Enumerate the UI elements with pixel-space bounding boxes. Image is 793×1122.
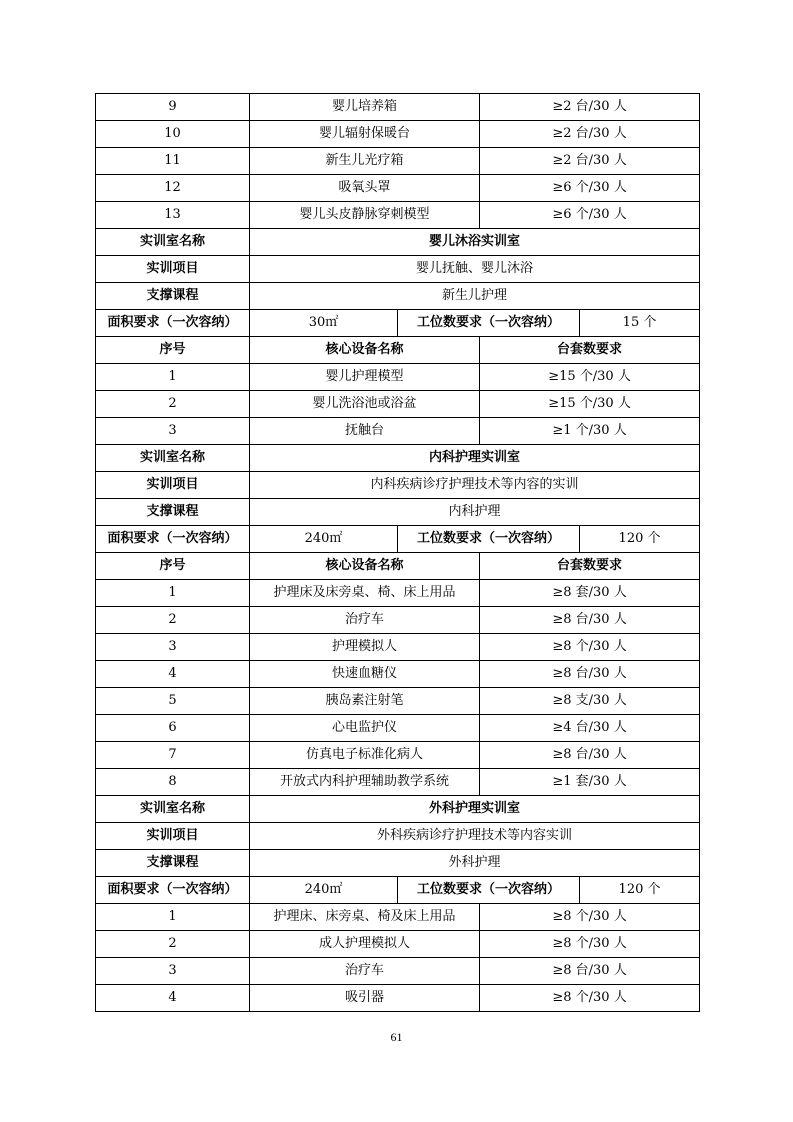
room-name-row: 实训室名称 婴儿沐浴实训室: [96, 229, 700, 256]
table-row: 10 婴儿辐射保暖台 ≥2 台/30 人: [96, 121, 700, 148]
table-row: 1 护理床及床旁桌、椅、床上用品 ≥8 套/30 人: [96, 580, 700, 607]
table-row: 2 治疗车 ≥8 台/30 人: [96, 607, 700, 634]
room-project-row: 实训项目 婴儿抚触、婴儿沐浴: [96, 256, 700, 283]
room-name-row: 实训室名称 内科护理实训室: [96, 445, 700, 472]
room-course-row: 支撑课程 新生儿护理: [96, 283, 700, 310]
table-row: 2 成人护理模拟人 ≥8 个/30 人: [96, 931, 700, 958]
room-area-row: 面积要求（一次容纳） 30㎡ 工位数要求（一次容纳） 15 个: [96, 310, 700, 337]
room-area-row: 面积要求（一次容纳） 240㎡ 工位数要求（一次容纳） 120 个: [96, 877, 700, 904]
table-row: 11 新生儿光疗箱 ≥2 台/30 人: [96, 148, 700, 175]
table-row: 1 婴儿护理模型 ≥15 个/30 人: [96, 364, 700, 391]
table-row: 9 婴儿培养箱 ≥2 台/30 人: [96, 94, 700, 121]
table-row: 4 快速血糖仪 ≥8 台/30 人: [96, 661, 700, 688]
equipment-table: [95, 93, 700, 1012]
room-area-row: 面积要求（一次容纳） 240㎡ 工位数要求（一次容纳） 120 个: [96, 526, 700, 553]
room-project-row: 实训项目 内科疾病诊疗护理技术等内容的实训: [96, 472, 700, 499]
column-header-row: 序号 核心设备名称 台套数要求: [96, 337, 700, 364]
table-row: 3 治疗车 ≥8 台/30 人: [96, 958, 700, 985]
page-number: 61: [390, 1030, 403, 1044]
table-row: 2 婴儿洗浴池或浴盆 ≥15 个/30 人: [96, 391, 700, 418]
table-row: 5 胰岛素注射笔 ≥8 支/30 人: [96, 688, 700, 715]
table-row: 12 吸氧头罩 ≥6 个/30 人: [96, 175, 700, 202]
room-name-row: 实训室名称 外科护理实训室: [96, 796, 700, 823]
room-course-row: 支撑课程 内科护理: [96, 499, 700, 526]
table-row: 13 婴儿头皮静脉穿刺模型 ≥6 个/30 人: [96, 202, 700, 229]
table-row: 4 吸引器 ≥8 个/30 人: [96, 985, 700, 1012]
column-header-row: 序号 核心设备名称 台套数要求: [96, 553, 700, 580]
table-row: 8 开放式内科护理辅助教学系统 ≥1 套/30 人: [96, 769, 700, 796]
room-course-row: 支撑课程 外科护理: [96, 850, 700, 877]
table-row: 3 护理模拟人 ≥8 个/30 人: [96, 634, 700, 661]
table-row: 7 仿真电子标准化病人 ≥8 台/30 人: [96, 742, 700, 769]
table-row: 3 抚触台 ≥1 个/30 人: [96, 418, 700, 445]
table-row: 1 护理床、床旁桌、椅及床上用品 ≥8 个/30 人: [96, 904, 700, 931]
room-project-row: 实训项目 外科疾病诊疗护理技术等内容实训: [96, 823, 700, 850]
table-row: 6 心电监护仪 ≥4 台/30 人: [96, 715, 700, 742]
